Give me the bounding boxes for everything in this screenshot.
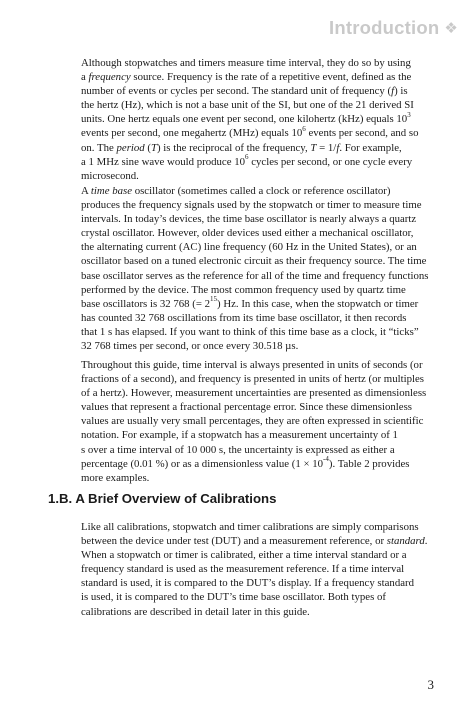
italic-term: frequency	[88, 71, 131, 84]
text-line: a 1 MHz sine wave would produce $10^6$ cycles per second, or one cycle every	[81, 153, 413, 168]
page-number: 3	[427, 677, 434, 692]
text-line: standard is used, it is compared to the DUT’s display. If a frequency standard	[81, 577, 415, 590]
superscript: 3	[407, 110, 411, 119]
text-line: the hertz (Hz), which is not a base unit of the SI, but one of the 21 derived SI	[81, 99, 414, 112]
text-line: a frequency source. Frequency is the rate of a repetitive event, defined as the	[81, 71, 412, 84]
text-line: base oscillator serves as the reference for all of the time and frequency functions	[81, 269, 429, 282]
text-line: values are usually very small percentages, they are often expressed in scientific	[81, 415, 424, 428]
text-line: When a stopwatch or timer is calibrated, either a time interval standard or a	[81, 549, 407, 562]
text-line: oscillator based on a tuned electronic circuit as their frequency source. The time	[81, 255, 427, 268]
four-diamond-ornament-icon: ❖	[444, 20, 458, 37]
text-line: notation. For example, if a stopwatch has a measurement uncertainty of 1	[81, 429, 398, 442]
text-line: percentage (0.01 %) or as a dimensionless value $(1 \times 10^{-4})$. Table 2 provides	[81, 455, 410, 470]
text-line: has counted 32 768 oscillations from its time base oscillator, it then records	[81, 311, 407, 324]
text-line: calibrations are described in detail later in this guide.	[81, 605, 310, 618]
text-line: performed by the device. The most common frequency used by quartz time	[81, 283, 406, 296]
text-line: produces the frequency signals used by the stopwatch or timer to measure time	[81, 199, 422, 212]
text-line: frequency standard is used as the measurement reference. If a time interval	[81, 563, 405, 576]
text-line: base oscillators is 32 768 (= $2^{15}$) Hz. In this case, when the stopwatch or timer	[81, 295, 419, 310]
italic-term: standard	[386, 535, 425, 548]
superscript: 15	[210, 295, 218, 304]
paragraph-time-base	[81, 184, 437, 353]
superscript: 6	[302, 124, 306, 133]
italic-term: time base	[90, 185, 132, 197]
paragraph-calibrations	[81, 520, 437, 619]
italic-term: T	[151, 141, 158, 154]
section-heading: 1.B. A Brief Overview of Calibrations	[48, 491, 277, 506]
text-line: A time base oscillator (sometimes called a clock or reference oscillator)	[81, 185, 391, 197]
running-header	[329, 17, 458, 39]
italic-term: f	[391, 85, 395, 98]
chapter-title: Introduction	[329, 17, 440, 38]
paragraph-frequency	[81, 56, 437, 183]
text-line: between the device under test (DUT) and a measurement reference, or standard.	[81, 535, 428, 548]
text-line: more examples.	[81, 471, 150, 484]
text-line: Like all calibrations, stopwatch and timer calibrations are simply comparisons	[81, 521, 419, 533]
paragraph-uncertainty	[81, 358, 437, 485]
text-line: on. The period (T) is the reciprocal of the frequency, T = 1/f. For example,	[81, 141, 402, 154]
text-line: values that represent a fractional percentage error. Since these dimensionless	[81, 401, 412, 414]
text-line: events per second, one megahertz (MHz) equals $10^6$ events per second, and so	[81, 124, 419, 140]
text-line: is used, it is compared to the DUT’s time base oscillator. Both types of	[81, 591, 386, 604]
text-line: of a hertz). However, measurement uncertainties are presented as dimensionless	[81, 387, 427, 400]
italic-term: T	[310, 141, 317, 154]
italic-term: f	[336, 141, 340, 154]
text-line: units. One hertz equals one event per second, one kilohertz (kHz) equals $10^3$	[81, 110, 411, 126]
text-line: intervals. In today’s devices, the time base oscillator is nearly always a quartz	[81, 213, 417, 226]
text-line: microsecond.	[81, 169, 139, 182]
text-line: crystal oscillator. However, older devices used either a mechanical oscillator,	[81, 227, 414, 240]
superscript: -4	[323, 455, 329, 464]
text-line: Although stopwatches and timers measure time interval, they do so by using	[81, 57, 411, 69]
text-line: Throughout this guide, time interval is always presented in units of seconds (or	[81, 359, 423, 371]
superscript: 6	[245, 153, 249, 162]
text-line: s over a time interval of 10 000 s, the uncertainty is expressed as either a	[81, 443, 395, 456]
text-line: number of events or cycles per second. The standard unit of frequency (f) is	[81, 85, 408, 98]
text-line: that 1 s has elapsed. If you want to think of this time base as a clock, it “ticks”	[81, 325, 419, 338]
italic-term: period	[116, 141, 145, 154]
text-line: fractions of a second), and frequency is presented in units of hertz (or multiples	[81, 373, 424, 386]
text-line: the alternating current (AC) line frequency (60 Hz in the United States), or an	[81, 241, 417, 254]
text-line: 32 768 times per second, or once every 30.518 µs.	[81, 340, 299, 353]
